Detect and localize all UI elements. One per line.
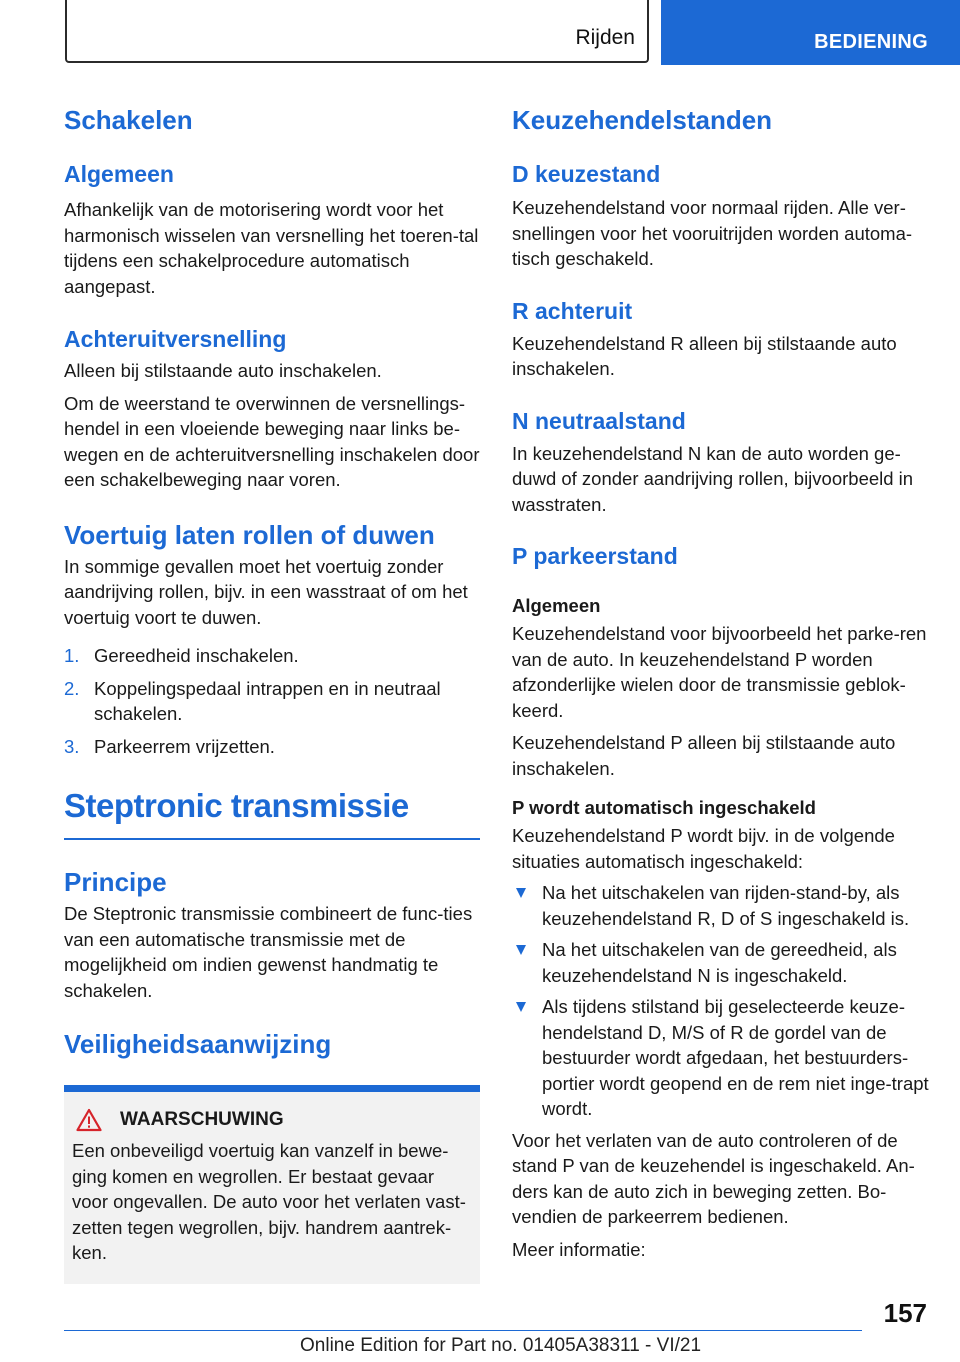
heading-algemeen: Algemeen (64, 161, 174, 187)
chapter-rule (64, 838, 480, 840)
step-text: Koppelingspedaal intrappen en in neutraal schakelen. (94, 677, 441, 724)
p-text-2: Keuzehendelstand P alleen bij stilstaande auto inschakelen. (512, 732, 896, 779)
list-item (64, 734, 484, 760)
list-item-text: Na het uitschakelen van rijden-stand-by, als keuzehendelstand R, D of S ingeschakeld is. (542, 882, 910, 929)
list-item (512, 994, 932, 1122)
warning-label: WAARSCHUWING (120, 1109, 284, 1130)
step-number: 3. (64, 735, 80, 757)
right-column (512, 100, 932, 1262)
algemeen-text: Afhankelijk van de motorisering wordt voor het harmonisch wisselen van versnelling het toeren-tal tijdens een schakelprocedure automatisch aangepast. (64, 199, 479, 297)
footer-edition: Online Edition for Part no. 01405A38311 - VI/21 (300, 1335, 702, 1356)
bullet-triangle-icon (516, 1002, 526, 1012)
verlaten-text: Voor het verlaten van de auto controleren of de stand P van de keuzehendel is ingeschakeld. An-ders kan de auto zich in beweging zetten. Bo-vendien de parkeerrem bedienen. (512, 1129, 915, 1227)
page-number: 157 (883, 1298, 927, 1328)
bullet-triangle-icon (516, 888, 526, 898)
warning-triangle-icon (76, 1108, 102, 1132)
list-item (512, 880, 932, 931)
step-text: Gereedheid inschakelen. (94, 645, 299, 666)
warning-bar (64, 1085, 480, 1092)
heading-d-keuzestand: D keuzestand (512, 161, 661, 187)
heading-r-achteruit: R achteruit (512, 297, 633, 324)
step-number: 2. (64, 677, 80, 699)
heading-veiligheidsaanwijzing: Veiligheidsaanwijzing (64, 1029, 332, 1059)
principe-text: De Steptronic transmissie combineert de func-ties van een automatische transmissie met de mogelijkheid om indien gewenst handmatig te schakelen. (64, 903, 473, 1001)
section-tab (65, 0, 649, 63)
achteruit-text-2: Om de weerstand te overwinnen de versnellings-hendel in een vloeiende beweging naar links be-wegen en de achteruitversnelling inschakelen door een schakelbeweging naar voren. (64, 392, 480, 490)
d-text: Keuzehendelstand voor normaal rijden. Alle ver-snellingen voor het vooruitrijden worden automa-tisch geschakeld. (512, 197, 913, 269)
heading-p-parkeerstand: P parkeerstand (512, 543, 678, 569)
p-text-1: Keuzehendelstand voor bijvoorbeeld het parke-ren van de auto. In keuzehendelstand P worden afzonderlijke wielen door de transmissie geblok-keerd. (512, 623, 927, 721)
chapter-tab (661, 0, 960, 65)
section-title: Rijden (575, 26, 635, 49)
list-item-text: Als tijdens stilstand bij geselecteerde keuze-hendelstand D, M/S of R de gordel van de bestuurder wordt afgedaan, het bestuurders-portier wordt geopend en de rem niet inge-trapt wordt. (542, 996, 929, 1119)
meer-informatie: Meer informatie: (512, 1238, 646, 1260)
list-item (64, 643, 484, 669)
rollen-text: In sommige gevallen moet het voertuig zonder aandrijving rollen, bijv. in een wasstraat of om het voertuig voort te duwen. (64, 555, 468, 628)
list-item (64, 676, 484, 727)
p-auto-heading: P wordt automatisch ingeschakeld (512, 797, 816, 818)
heading-achteruitversnelling: Achteruitversnelling (64, 326, 287, 352)
chapter-title: BEDIENING (814, 31, 928, 53)
p-auto-text: Keuzehendelstand P wordt bijv. in de volgende situaties automatisch ingeschakeld: (512, 825, 895, 872)
p-algemeen-heading: Algemeen (512, 595, 601, 616)
chapter-heading-steptronic: Steptronic transmissie (64, 787, 409, 824)
n-text: In keuzehendelstand N kan de auto worden ge-duwd of zonder aandrijving rollen, bijvoorbeeld in wasstraten. (512, 442, 914, 515)
r-text: Keuzehendelstand R alleen bij stilstaande auto inschakelen. (512, 332, 897, 379)
heading-schakelen: Schakelen (64, 105, 193, 135)
bullet-triangle-icon (516, 945, 526, 955)
heading-keuzehendelstanden: Keuzehendelstanden (512, 105, 773, 135)
footer-rule (64, 1330, 862, 1331)
left-column (64, 100, 484, 1284)
heading-n-neutraalstand: N neutraalstand (512, 407, 686, 434)
step-number: 1. (64, 645, 80, 666)
warning-text: Een onbeveiligd voertuig kan vanzelf in bewe-ging komen en wegrollen. Er bestaat gevaar voor ongevallen. De auto voor het verlaten vast-zetten tegen wegrollen, bijv. handrem aantrek-ken. (72, 1140, 466, 1263)
steps-list (64, 643, 484, 759)
achteruit-text-1: Alleen bij stilstaande auto inschakelen. (64, 360, 382, 381)
warning-box (64, 1092, 480, 1284)
step-text: Parkeerrem vrijzetten. (94, 735, 275, 757)
list-item-text: Na het uitschakelen van de gereedheid, als keuzehendelstand N is ingeschakeld. (542, 939, 897, 986)
situations-list (512, 880, 932, 1122)
heading-principe: Principe (64, 867, 167, 897)
heading-voertuig-rollen: Voertuig laten rollen of duwen (64, 519, 435, 550)
warning-header (72, 1108, 470, 1132)
list-item (512, 937, 932, 988)
